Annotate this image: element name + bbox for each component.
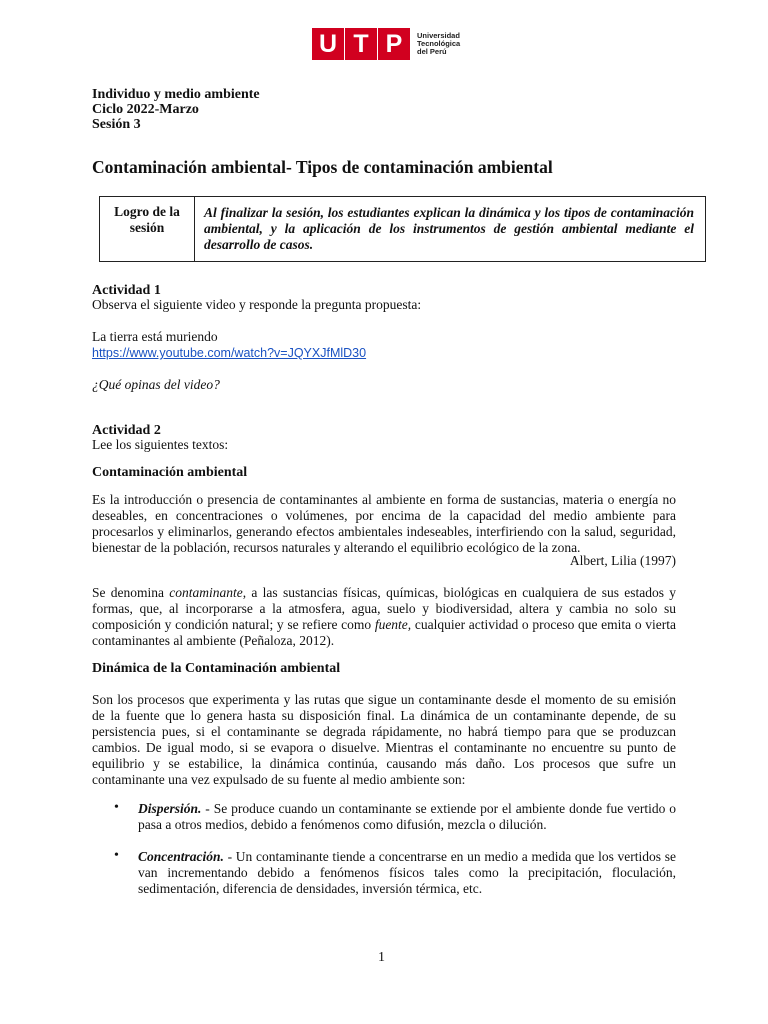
logro-label: Logro de la sesión <box>100 197 195 262</box>
bullet-icon: • <box>114 800 119 815</box>
logo-university-name: Universidad Tecnológica del Perú <box>417 31 461 56</box>
actividad1-heading: Actividad 1 <box>92 283 161 298</box>
section-heading-dinamica: Dinámica de la Contaminación ambiental <box>92 661 341 676</box>
video-title: La tierra está muriendo <box>92 329 218 344</box>
logro-table <box>99 196 706 262</box>
actividad1-instruction: Observa el siguiente video y responde la pregunta propuesta: <box>92 297 422 312</box>
actividad2-instruction: Lee los siguientes textos: <box>92 437 229 452</box>
actividad2-heading: Actividad 2 <box>92 423 161 438</box>
cycle: Ciclo 2022-Marzo <box>92 102 199 117</box>
term-concentracion: Concentración. <box>138 849 224 864</box>
page-title: Contaminación ambiental- Tipos de contaminación ambiental <box>92 157 553 177</box>
logo-letter-t: T <box>345 28 377 60</box>
citation-albert: Albert, Lilia (1997) <box>569 553 676 568</box>
section-heading-contaminacion: Contaminación ambiental <box>92 465 248 480</box>
course-name: Individuo y medio ambiente <box>92 87 260 102</box>
bullet-icon: • <box>114 848 119 863</box>
page-number: 1 <box>378 950 385 965</box>
video-link[interactable]: https://www.youtube.com/watch?v=JQYXJfMlD30 <box>92 346 367 360</box>
logro-text: Al finalizar la sesión, los estudiantes explican la dinámica y los tipos de contaminación ambiental, y la aplicación de los instrumentos de gestión ambiental mediante el desarrollo de casos. <box>195 197 706 262</box>
list-item-dispersion: Dispersión. - Se produce cuando un contaminante se extiende por el ambiente donde fue vertido o pasa a otros medios, debido a fenómenos como difusión, mezcla o dilución. <box>138 801 676 832</box>
logo-letter-p: P <box>378 28 410 60</box>
list-item-concentracion: Concentración. - Un contaminante tiende a concentrarse en un medio a medida que los vertidos se van incrementando debido a fenómenos físicos tales como la precipitación, floculación, sedimentación, diferencia de densidades, inversión térmica, etc. <box>138 849 676 896</box>
paragraph-definition: Es la introducción o presencia de contaminantes al ambiente en forma de sustancias, materia o energía no deseables, en concentraciones o volúmenes, por encima de la capacidad del medio ambiente para procesarlos y eliminarlos, generando efectos ambientales indeseables, interfiriendo con la salud, seguridad, bienestar de la población, recursos naturales y alterando el equilibrio ecológico de la zona. <box>92 492 676 555</box>
video-question: ¿Qué opinas del video? <box>92 377 220 392</box>
term-contaminante: contaminante <box>169 585 243 600</box>
paragraph-contaminante: Se denomina contaminante, a las sustancias físicas, químicas, biológicas en cualquiera de sus estados y formas, que, al incorporarse a la atmosfera, agua, suelo y biodiversidad, altera y cambia no solo su composición y condición natural; y se refiere como fuente, cualquier actividad o proceso que emita o vierta contaminantes al ambiente (Peñaloza, 2012). <box>92 585 676 648</box>
utp-logo <box>312 28 460 60</box>
paragraph-dinamica: Son los procesos que experimenta y las rutas que sigue un contaminante desde el momento de su emisión de la fuente que lo genera hasta su disposición final. La dinámica de un contaminante depende, de su persistencia pues, si el contaminante se degrada rápidamente, no habrá tiempo para que se produzcan cambios. De igual modo, si se evapora o disuelve. Mientras el contaminante no encuentre su punto de equilibrio y se estabilice, la dinámica continúa, causando más daño. Los procesos que sufre un contaminante una vez expulsado de su fuente al medio ambiente son: <box>92 692 676 787</box>
logo-letter-u: U <box>312 28 344 60</box>
term-fuente: fuente, <box>374 617 412 632</box>
session: Sesión 3 <box>92 117 141 132</box>
term-dispersion: Dispersión. <box>138 801 202 816</box>
